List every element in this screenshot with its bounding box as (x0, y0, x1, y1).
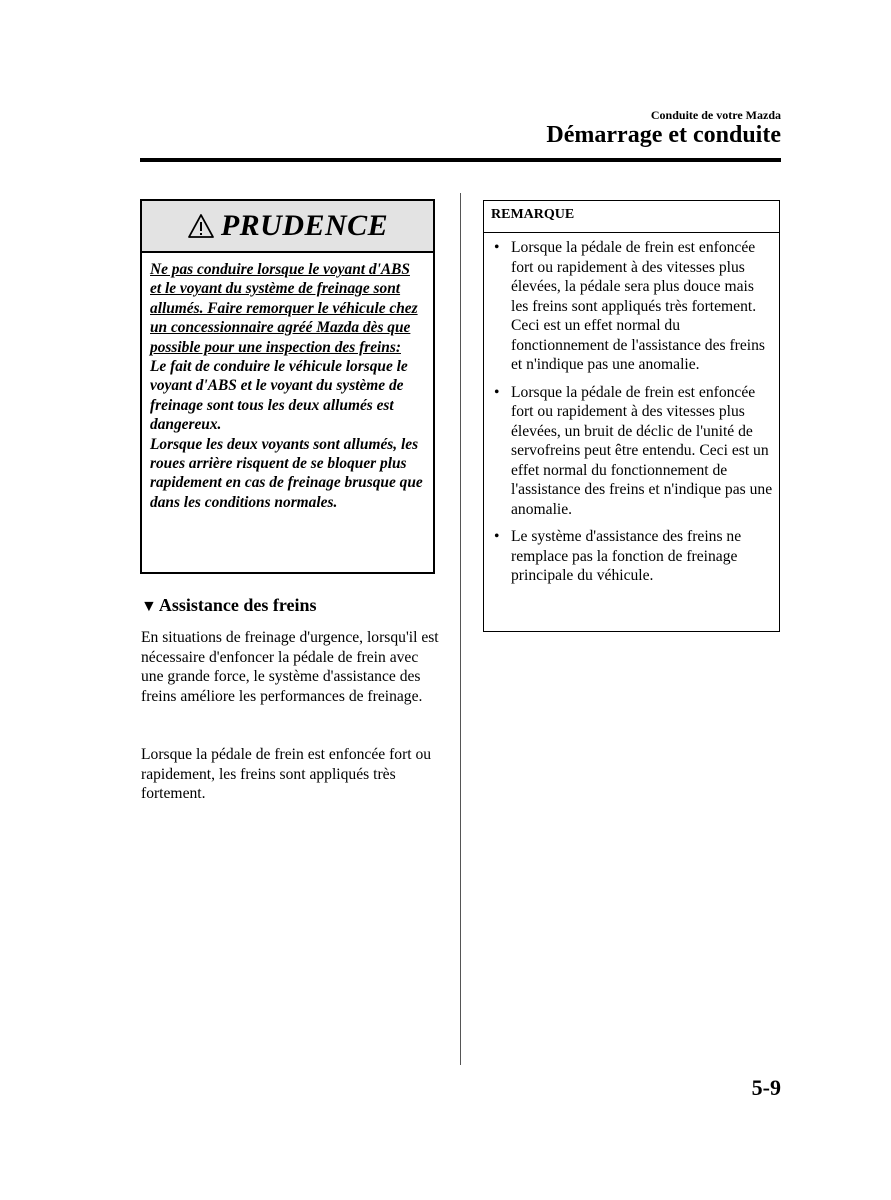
caution-paragraph: Lorsque les deux voyants sont allumés, les roues arrière risquent de se bloquer plus rapidement en cas de freinage brusque que dans les conditions normales. (150, 435, 423, 511)
caution-box (140, 199, 435, 574)
caution-paragraph: Le fait de conduire le véhicule lorsque le voyant d'ABS et le voyant du système de freinage sont tous les deux allumés est dangereux. (150, 358, 408, 434)
column-divider (460, 193, 461, 1065)
note-item-text: Lorsque la pédale de frein est enfoncée fort ou rapidement à des vitesses plus élevées, la pédale sera plus douce mais les freins sont appliqués très fortement. Ceci est un effet normal du fonctionnement de l'assistance des freins et n'indique pas une anomalie. (511, 239, 765, 373)
bullet-icon: • (494, 528, 500, 545)
caution-underlined-text: Ne pas conduire lorsque le voyant d'ABS et le voyant du système de freinage sont allumés. Faire remorquer le véhicule chez un concessionnaire agréé Mazda dès que possible pour une inspection des freins: (150, 261, 418, 356)
note-item-text: Lorsque la pédale de frein est enfoncée fort ou rapidement à des vitesses plus élevées, un bruit de déclic de l'unité de servofreins peut être entendu. Ceci est un effet normal du fonctionnement de l'assistance des freins et n'indique pas une anomalie. (511, 383, 773, 518)
header-rule (140, 158, 781, 162)
note-item (490, 238, 773, 375)
section-heading-text: Assistance des freins (158, 595, 317, 615)
section-heading (141, 595, 317, 616)
note-box (483, 200, 780, 632)
page-title: Démarrage et conduite (546, 122, 781, 148)
body-paragraph: Lorsque la pédale de frein est enfoncée fort ou rapidement, les freins sont appliqués très fortement. (141, 746, 432, 803)
warning-triangle-icon (187, 213, 215, 239)
caution-label: PRUDENCE (220, 209, 389, 242)
note-list (484, 233, 779, 586)
page-number: 5-9 (751, 1075, 781, 1100)
note-item (490, 383, 773, 520)
caution-header (142, 201, 433, 253)
body-paragraph: En situations de freinage d'urgence, lorsqu'il est nécessaire d'enfoncer la pédale de frein avec une grande force, le système d'assistance des freins améliore les performances de freinage. (141, 629, 439, 705)
section-subtitle: Conduite de votre Mazda (650, 108, 781, 122)
note-title: REMARQUE (484, 201, 779, 233)
bullet-icon: • (494, 383, 500, 401)
bullet-icon: • (494, 239, 500, 256)
note-item (490, 527, 773, 586)
triangle-marker-icon: ▼ (141, 598, 157, 615)
note-item-text: Le système d'assistance des freins ne remplace pas la fonction de freinage principale du véhicule. (511, 528, 742, 584)
caution-body (142, 253, 433, 512)
